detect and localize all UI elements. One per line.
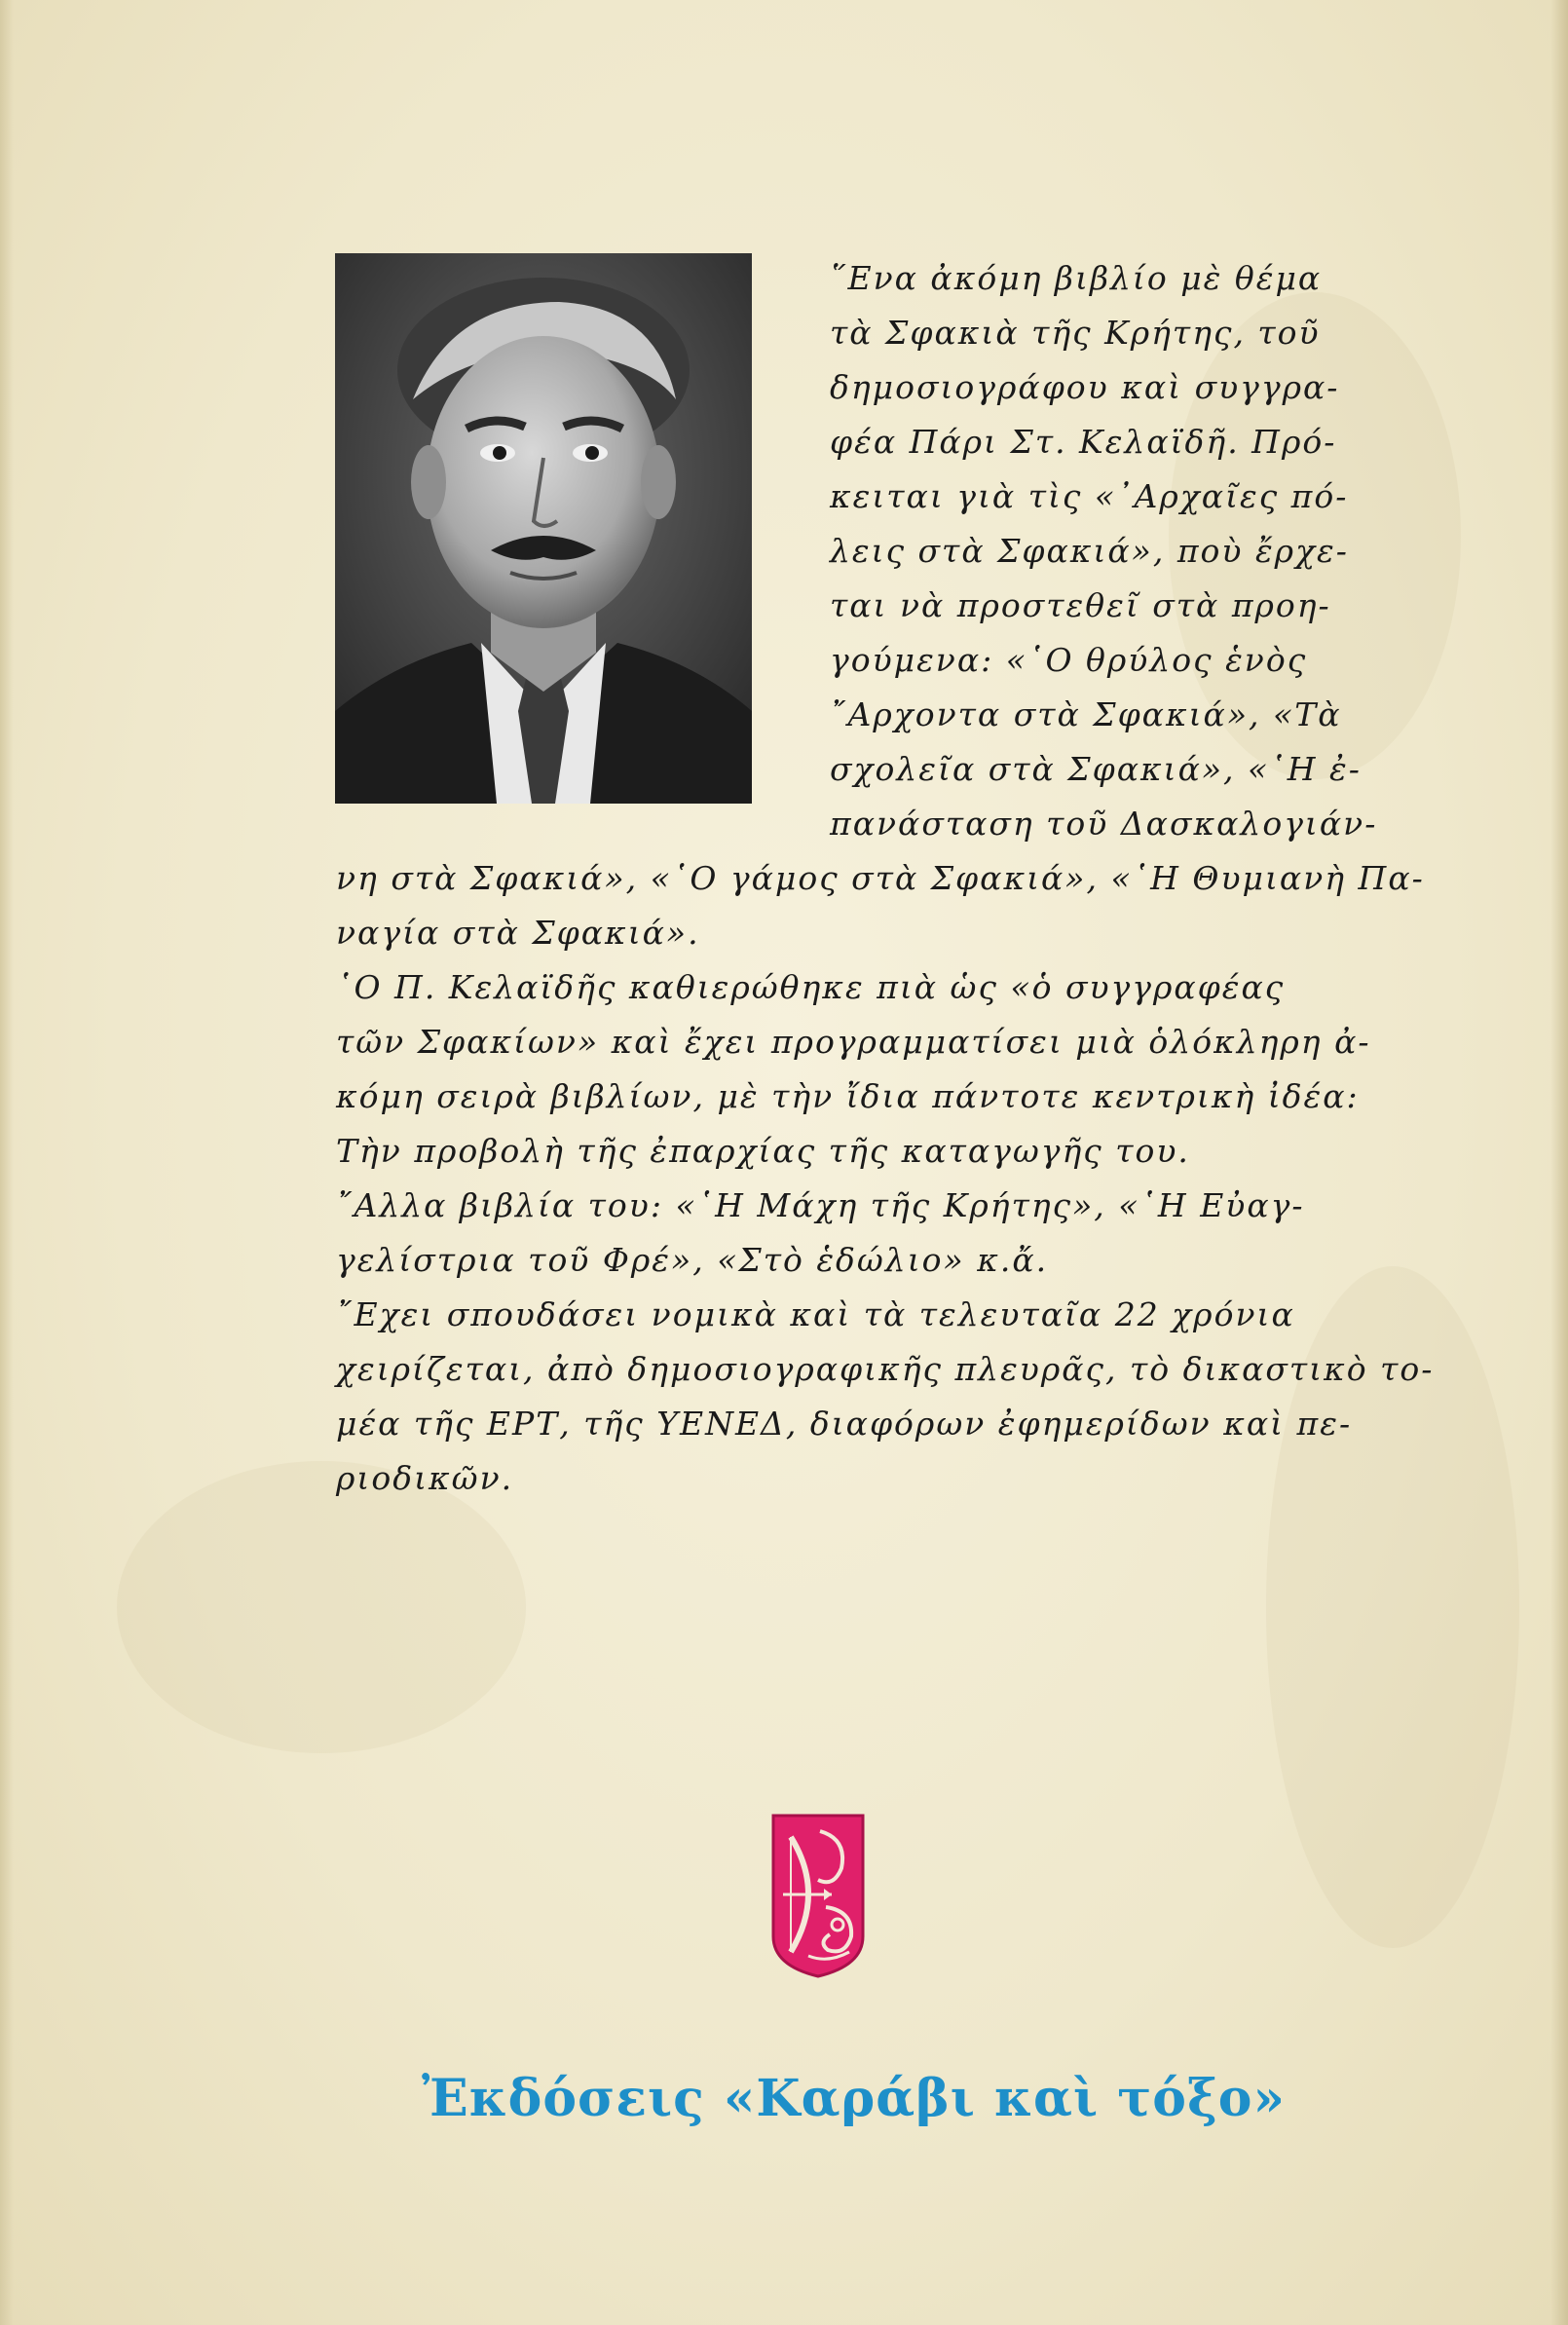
blurb-line: γελίστρια τοῦ Φρέ», «Στὸ ἑδώλιο» κ.ἄ. <box>336 1241 1049 1279</box>
blurb-line: ται νὰ προστεθεῖ στὰ προη- <box>830 586 1331 624</box>
cover-edge-right <box>1550 0 1568 2325</box>
blurb-line: ῞Ενα ἀκόμη βιβλίο μὲ θέμα <box>830 259 1323 297</box>
blurb-line: δημοσιογράφου καὶ συγγρα- <box>830 368 1340 406</box>
blurb-line: Τὴν προβολὴ τῆς ἐπαρχίας τῆς καταγωγῆς του. <box>336 1132 1190 1170</box>
blurb-line: κειται γιὰ τὶς «᾿Αρχαῖες πό- <box>830 477 1349 515</box>
author-portrait-image <box>335 253 752 804</box>
paper-stain <box>117 1461 526 1753</box>
blurb-line: τῶν Σφακίων» καὶ ἔχει προγραμματίσει μιὰ ὁλόκληρη ἀ- <box>336 1023 1371 1061</box>
author-portrait <box>335 253 752 804</box>
blurb-line: κόμη σειρὰ βιβλίων, μὲ τὴν ἴδια πάντοτε κεντρικὴ ἰδέα: <box>336 1077 1360 1115</box>
blurb-line: μέα τῆς ΕΡΤ, τῆς ΥΕΝΕΔ, διαφόρων ἐφημερίδων καὶ πε- <box>336 1405 1353 1443</box>
blurb-line: ῎Αρχοντα στὰ Σφακιά», «Τὰ <box>830 695 1342 733</box>
blurb-line: πανάσταση τοῦ Δασκαλογιάν- <box>830 805 1378 843</box>
ship-and-bow-emblem-icon <box>769 1810 867 1980</box>
publisher-name: Ἐκδόσεις «Καράβι καὶ τόξο» <box>422 2069 1286 2128</box>
blurb-line: τὰ Σφακιὰ τῆς Κρήτης, τοῦ <box>830 314 1321 352</box>
cover-edge-left <box>0 0 14 2325</box>
blurb-line: σχολεῖα στὰ Σφακιά», «῾Η ἐ- <box>830 750 1362 788</box>
blurb-line: λεις στὰ Σφακιά», ποὺ ἔρχε- <box>830 532 1349 570</box>
blurb-line: φέα Πάρι Στ. Κελαϊδῆ. Πρό- <box>830 423 1337 461</box>
blurb-line: ναγία στὰ Σφακιά». <box>336 914 700 952</box>
blurb-line: νη στὰ Σφακιά», «῾Ο γάμος στὰ Σφακιά», «῾Η Θυμιανὴ Πα- <box>336 859 1425 897</box>
blurb-line: ῾Ο Π. Κελαϊδῆς καθιερώθηκε πιὰ ὡς «ὁ συγγραφέας <box>336 968 1286 1006</box>
blurb-line: γούμενα: «῾Ο θρύλος ἑνὸς <box>830 641 1308 679</box>
blurb-line: ριοδικῶν. <box>336 1459 514 1497</box>
blurb-line: χειρίζεται, ἀπὸ δημοσιογραφικῆς πλευρᾶς, τὸ δικαστικὸ το- <box>336 1350 1435 1388</box>
blurb-line: ῎Αλλα βιβλία του: «῾Η Μάχη τῆς Κρήτης», «῾Η Εὐαγ- <box>336 1186 1305 1224</box>
blurb-line: ῎Εχει σπουδάσει νομικὰ καὶ τὰ τελευταῖα 22 χρόνια <box>336 1295 1295 1333</box>
